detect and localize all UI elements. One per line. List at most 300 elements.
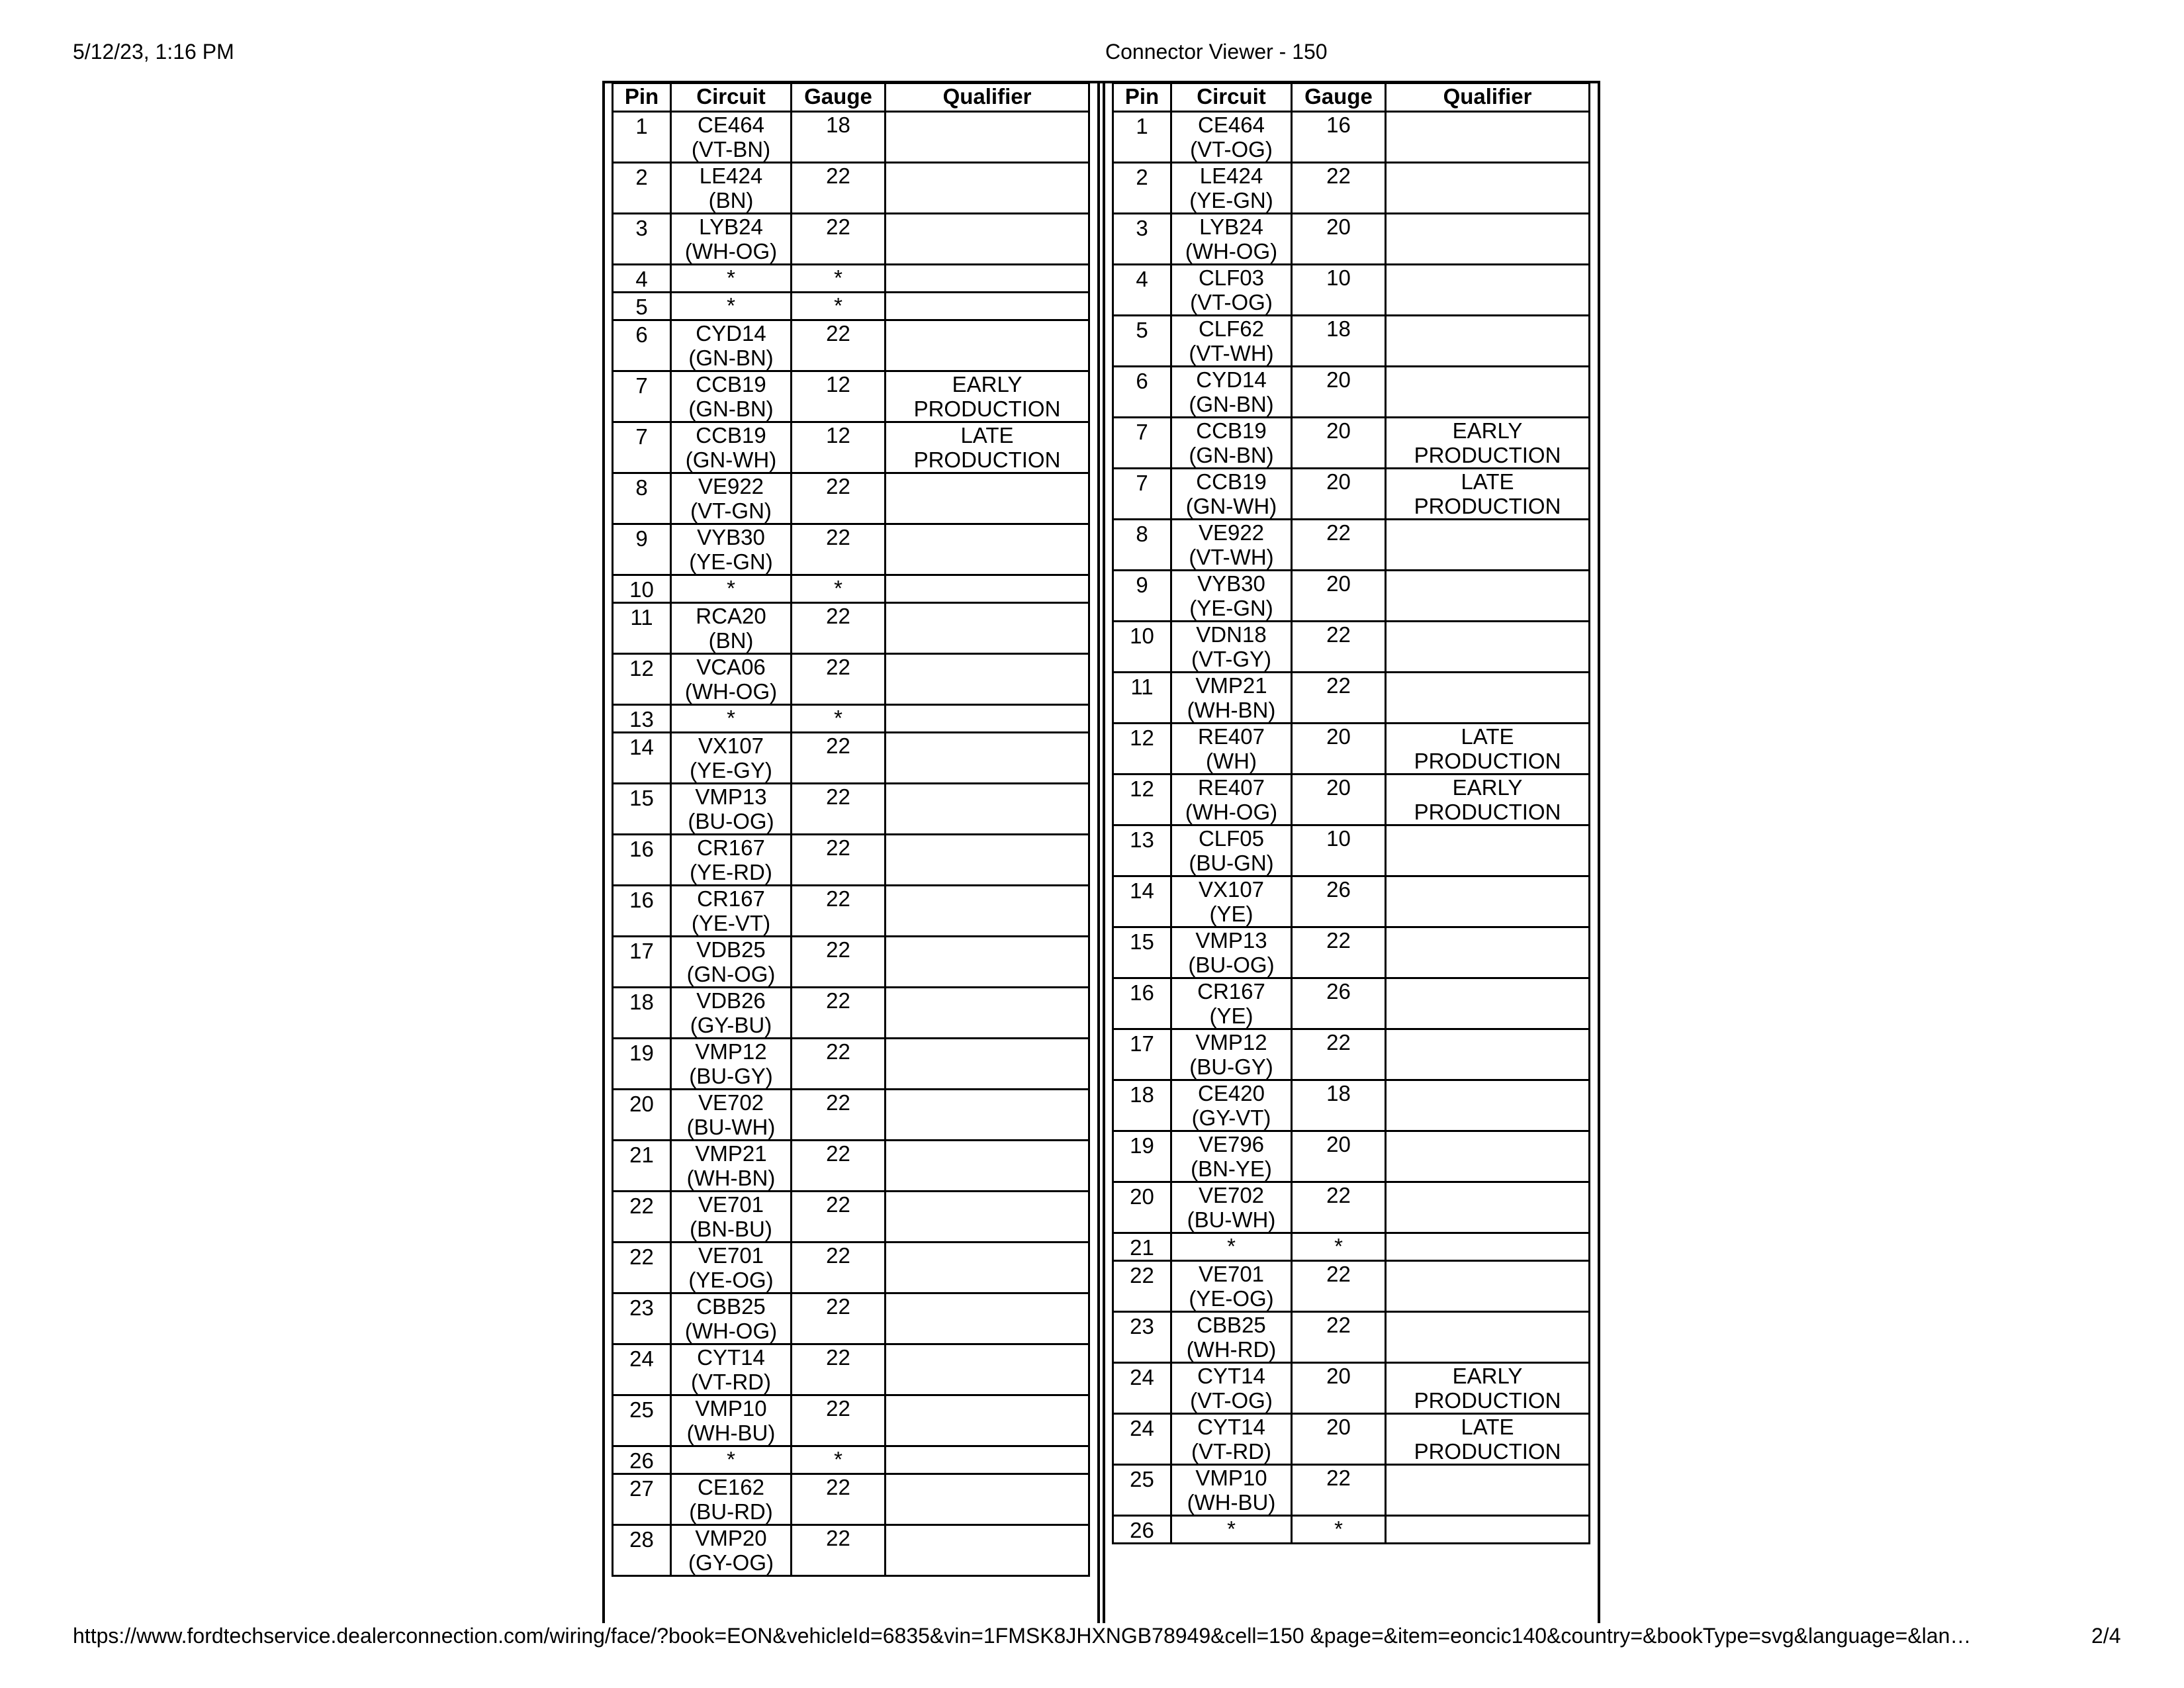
circuit-color-text: (YE-OG) xyxy=(1189,1286,1274,1311)
circuit-cell xyxy=(671,1293,792,1344)
print-datetime: 5/12/23, 1:16 PM xyxy=(73,40,234,64)
table-row xyxy=(613,705,1089,733)
circuit-circuit-text: VDB25 xyxy=(696,937,766,962)
gauge-gauge-text: 20 xyxy=(1326,1364,1351,1388)
circuit-circuit-text: CYT14 xyxy=(1197,1364,1265,1388)
gauge-cell xyxy=(792,524,886,575)
pin-cell xyxy=(613,1039,671,1090)
pin-pin-text: 12 xyxy=(1130,776,1154,801)
gauge-cell xyxy=(792,835,886,886)
qualifier-cell xyxy=(1386,1261,1590,1312)
gauge-gauge-text: 22 xyxy=(826,1475,850,1499)
gauge-cell xyxy=(1292,1131,1386,1182)
table-row xyxy=(1113,673,1590,724)
qualifier-q1-text: LATE xyxy=(960,423,1014,447)
pin-pin-text: 7 xyxy=(635,424,648,449)
table-row xyxy=(613,214,1089,265)
table-row xyxy=(613,835,1089,886)
pin-cell xyxy=(1113,1131,1171,1182)
pin-pin-text: 23 xyxy=(1130,1314,1154,1338)
circuit-cell xyxy=(1171,978,1292,1029)
qualifier-cell xyxy=(886,654,1089,705)
circuit-color-text: (VT-OG) xyxy=(1190,290,1273,314)
circuit-cell xyxy=(1171,1516,1292,1544)
gauge-cell xyxy=(1292,622,1386,673)
gauge-cell xyxy=(1292,1414,1386,1465)
qualifier-cell xyxy=(886,112,1089,163)
circuit-cell xyxy=(671,422,792,473)
table-row xyxy=(1113,163,1590,214)
table-row xyxy=(613,163,1089,214)
circuit-cell xyxy=(1171,1363,1292,1414)
circuit-cell xyxy=(671,265,792,293)
gauge-cell xyxy=(792,112,886,163)
circuit-cell xyxy=(1171,112,1292,163)
gauge-gauge-text: 22 xyxy=(1326,1183,1351,1207)
gauge-cell xyxy=(1292,1516,1386,1544)
qualifier-cell xyxy=(886,214,1089,265)
gauge-cell xyxy=(1292,214,1386,265)
gauge-cell xyxy=(1292,571,1386,622)
pin-pin-text: 3 xyxy=(635,216,648,240)
qualifier-cell xyxy=(886,835,1089,886)
gauge-gauge-text: 22 xyxy=(826,733,850,758)
pin-pin-text: 21 xyxy=(629,1143,654,1167)
circuit-circuit-text: VE922 xyxy=(1198,520,1265,545)
pin-pin-text: 1 xyxy=(635,114,648,138)
gauge-cell xyxy=(792,1243,886,1293)
circuit-cell xyxy=(671,1474,792,1525)
pin-cell xyxy=(613,733,671,784)
pin-cell xyxy=(613,1474,671,1525)
table-row xyxy=(613,265,1089,293)
table-row xyxy=(613,1446,1089,1474)
gauge-gauge-text: 22 xyxy=(826,1294,850,1319)
pin-cell xyxy=(1113,265,1171,316)
circuit-circuit-text: VMP13 xyxy=(1195,928,1267,953)
circuit-cell xyxy=(671,1243,792,1293)
gauge-cell xyxy=(792,575,886,603)
pin-pin-text: 26 xyxy=(1130,1518,1154,1542)
table-header-row xyxy=(1113,83,1590,112)
pin-pin-text: 21 xyxy=(1130,1235,1154,1260)
gauge-gauge-text: 20 xyxy=(1326,1132,1351,1156)
gauge-gauge-text: 22 xyxy=(826,525,850,549)
circuit-cell xyxy=(671,654,792,705)
gauge-gauge-text: 18 xyxy=(826,113,850,137)
table-row xyxy=(1113,1131,1590,1182)
circuit-cell xyxy=(1171,571,1292,622)
gauge-cell xyxy=(1292,265,1386,316)
gauge-cell xyxy=(792,937,886,988)
circuit-circuit-text: VE701 xyxy=(1198,1262,1265,1286)
table-row xyxy=(1113,876,1590,927)
qualifier-cell xyxy=(1386,1414,1590,1465)
gauge-cell xyxy=(792,422,886,473)
qualifier-cell xyxy=(886,473,1089,524)
qualifier-cell xyxy=(886,265,1089,293)
qualifier-cell xyxy=(886,1344,1089,1395)
pin-cell xyxy=(1113,1414,1171,1465)
circuit-circuit-text: CCB19 xyxy=(1196,418,1267,443)
circuit-circuit-text: VMP12 xyxy=(1195,1030,1267,1055)
table-header-row xyxy=(613,83,1089,112)
gauge-gauge-text: * xyxy=(1334,1517,1343,1541)
gauge-cell xyxy=(1292,1182,1386,1233)
gauge-cell xyxy=(792,603,886,654)
qualifier-cell xyxy=(886,784,1089,835)
table-row xyxy=(613,1090,1089,1141)
circuit-circuit-text: CE464 xyxy=(1198,113,1265,137)
circuit-circuit-text: CYD14 xyxy=(696,321,766,346)
gauge-gauge-text: 22 xyxy=(826,1243,850,1268)
circuit-circuit-text: CE464 xyxy=(698,113,764,137)
table-row xyxy=(1113,1233,1590,1261)
circuit-circuit-text: VE701 xyxy=(698,1243,764,1268)
pin-cell xyxy=(613,1395,671,1446)
qualifier-cell xyxy=(886,1243,1089,1293)
gauge-cell xyxy=(1292,469,1386,520)
circuit-circuit-text: VMP10 xyxy=(1195,1466,1267,1490)
circuit-color-text: (YE-GY) xyxy=(690,758,772,782)
gauge-cell xyxy=(792,163,886,214)
pin-pin-text: 23 xyxy=(629,1295,654,1320)
qualifier-q2-text: PRODUCTION xyxy=(913,397,1061,421)
circuit-color-text: (WH-OG) xyxy=(684,679,778,704)
gauge-cell xyxy=(1292,1029,1386,1080)
table-row xyxy=(1113,978,1590,1029)
circuit-circuit-text: RE407 xyxy=(1198,724,1265,749)
pin-cell xyxy=(1113,1080,1171,1131)
pin-pin-text: 14 xyxy=(1130,878,1154,903)
pin-pin-text: 12 xyxy=(1130,726,1154,750)
qualifier-q2-text: PRODUCTION xyxy=(1414,1388,1561,1413)
table-row xyxy=(1113,724,1590,774)
pin-cell xyxy=(613,112,671,163)
gauge-cell xyxy=(792,293,886,320)
gauge-cell xyxy=(1292,418,1386,469)
qualifier-cell xyxy=(1386,978,1590,1029)
circuit-cell xyxy=(671,1141,792,1192)
qualifier-cell xyxy=(1386,1233,1590,1261)
circuit-cell xyxy=(671,293,792,320)
table-row xyxy=(613,1039,1089,1090)
gauge-cell xyxy=(792,705,886,733)
table-row xyxy=(613,937,1089,988)
circuit-circuit-text: VX107 xyxy=(1198,877,1265,902)
circuit-color-text: (GY-OG) xyxy=(688,1550,774,1575)
gauge-cell xyxy=(792,214,886,265)
qualifier-q2-text: PRODUCTION xyxy=(1414,749,1561,773)
circuit-cell xyxy=(671,603,792,654)
table-row xyxy=(613,112,1089,163)
pin-pin-text: 13 xyxy=(629,707,654,731)
circuit-circuit-text: CLF05 xyxy=(1198,826,1265,851)
circuit-color-text: (BN) xyxy=(708,188,754,212)
qualifier-q2-text: PRODUCTION xyxy=(1414,800,1561,824)
qualifier-q2-text: PRODUCTION xyxy=(1414,1439,1561,1464)
qualifier-cell xyxy=(1386,316,1590,367)
table-row xyxy=(613,320,1089,371)
table-row xyxy=(1113,622,1590,673)
circuit-cell xyxy=(1171,1465,1292,1516)
gauge-cell xyxy=(1292,978,1386,1029)
pin-cell xyxy=(613,603,671,654)
table-row xyxy=(1113,825,1590,876)
circuit-cell xyxy=(671,1192,792,1243)
gauge-gauge-text: 22 xyxy=(826,1141,850,1166)
qualifier-cell xyxy=(1386,673,1590,724)
col-header-circuit: Circuit xyxy=(1171,83,1292,112)
table-row xyxy=(1113,1516,1590,1544)
frame-left-border xyxy=(602,81,605,1623)
qualifier-q1-text: EARLY xyxy=(1452,775,1523,800)
circuit-color-text: (VT-WH) xyxy=(1189,341,1274,365)
table-row xyxy=(613,422,1089,473)
col-header-gauge: Gauge xyxy=(1292,83,1386,112)
circuit-color-text: (GN-BN) xyxy=(1189,443,1274,467)
gauge-cell xyxy=(1292,1465,1386,1516)
circuit-cell xyxy=(1171,214,1292,265)
pin-cell xyxy=(613,1243,671,1293)
qualifier-cell xyxy=(886,1039,1089,1090)
gauge-gauge-text: 18 xyxy=(1326,316,1351,341)
table-row xyxy=(1113,316,1590,367)
circuit-circuit-text: LE424 xyxy=(699,164,763,188)
circuit-cell xyxy=(1171,1131,1292,1182)
circuit-color-text: (WH-OG) xyxy=(684,1319,778,1343)
circuit-color-text: (YE-GN) xyxy=(1189,188,1273,212)
gauge-cell xyxy=(1292,927,1386,978)
qualifier-cell xyxy=(886,988,1089,1039)
pin-pin-text: 16 xyxy=(1130,980,1154,1005)
circuit-cell xyxy=(671,1090,792,1141)
table-row xyxy=(1113,214,1590,265)
circuit-color-text: (VT-WH) xyxy=(1189,545,1274,569)
gauge-gauge-text: 20 xyxy=(1326,367,1351,392)
pin-pin-text: 6 xyxy=(1136,369,1148,393)
circuit-cell xyxy=(1171,316,1292,367)
circuit-color-text: (YE-OG) xyxy=(688,1268,774,1292)
gauge-cell xyxy=(1292,163,1386,214)
circuit-cell xyxy=(1171,876,1292,927)
circuit-circuit-text: * xyxy=(1227,1234,1236,1258)
frame-middle-left-border xyxy=(1097,81,1100,1623)
pin-pin-text: 22 xyxy=(629,1244,654,1269)
pin-table-right xyxy=(1112,82,1590,1544)
table-row xyxy=(1113,112,1590,163)
gauge-gauge-text: 10 xyxy=(1326,826,1351,851)
circuit-color-text: (GN-BN) xyxy=(688,397,774,421)
circuit-color-text: (GY-VT) xyxy=(1191,1105,1271,1130)
table-row xyxy=(1113,1465,1590,1516)
table-row xyxy=(613,886,1089,937)
circuit-color-text: (WH-OG) xyxy=(1185,800,1278,824)
gauge-gauge-text: 20 xyxy=(1326,775,1351,800)
pin-pin-text: 6 xyxy=(635,322,648,347)
table-row xyxy=(1113,1414,1590,1465)
table-row xyxy=(613,575,1089,603)
circuit-color-text: (YE-RD) xyxy=(690,860,772,884)
table-row xyxy=(1113,1312,1590,1363)
gauge-gauge-text: * xyxy=(834,576,842,600)
circuit-cell xyxy=(1171,1233,1292,1261)
footer-page-number: 2/4 xyxy=(2091,1624,2121,1648)
pin-pin-text: 22 xyxy=(629,1194,654,1218)
circuit-color-text: (WH-OG) xyxy=(1185,239,1278,263)
circuit-circuit-text: CLF62 xyxy=(1198,316,1265,341)
qualifier-cell xyxy=(1386,1131,1590,1182)
gauge-gauge-text: 22 xyxy=(826,1192,850,1217)
circuit-circuit-text: CYT14 xyxy=(1197,1415,1265,1439)
pin-pin-text: 16 xyxy=(629,888,654,912)
gauge-cell xyxy=(1292,316,1386,367)
circuit-circuit-text: CYT14 xyxy=(697,1345,765,1370)
pin-pin-text: 13 xyxy=(1130,827,1154,852)
pin-cell xyxy=(613,1293,671,1344)
circuit-cell xyxy=(671,784,792,835)
circuit-circuit-text: CE420 xyxy=(1198,1081,1265,1105)
gauge-gauge-text: 22 xyxy=(1326,622,1351,647)
circuit-cell xyxy=(671,988,792,1039)
circuit-circuit-text: VE702 xyxy=(698,1090,764,1115)
gauge-cell xyxy=(792,1141,886,1192)
gauge-gauge-text: * xyxy=(834,265,842,290)
circuit-color-text: (BN-YE) xyxy=(1191,1156,1272,1181)
qualifier-cell xyxy=(1386,1465,1590,1516)
gauge-gauge-text: 20 xyxy=(1326,1415,1351,1439)
pin-cell xyxy=(613,575,671,603)
pin-pin-text: 4 xyxy=(635,267,648,291)
gauge-gauge-text: 12 xyxy=(826,423,850,447)
table-row xyxy=(613,603,1089,654)
col-header-pin: Pin xyxy=(1113,83,1171,112)
pin-cell xyxy=(613,422,671,473)
gauge-gauge-text: 12 xyxy=(826,372,850,397)
circuit-cell xyxy=(1171,622,1292,673)
circuit-color-text: (BU-GN) xyxy=(1189,851,1274,875)
qualifier-q1-text: LATE xyxy=(1461,1415,1514,1439)
pin-pin-text: 18 xyxy=(1130,1082,1154,1107)
circuit-color-text: (YE) xyxy=(1209,1004,1253,1028)
circuit-cell xyxy=(1171,469,1292,520)
qualifier-cell xyxy=(886,1474,1089,1525)
gauge-gauge-text: 20 xyxy=(1326,214,1351,239)
circuit-circuit-text: VMP10 xyxy=(695,1396,767,1421)
gauge-gauge-text: 22 xyxy=(826,474,850,498)
pin-cell xyxy=(613,214,671,265)
frame-middle-right-border xyxy=(1103,81,1105,1623)
gauge-gauge-text: 22 xyxy=(826,164,850,188)
circuit-color-text: (BN-BU) xyxy=(690,1217,772,1241)
pin-cell xyxy=(613,320,671,371)
pin-cell xyxy=(1113,214,1171,265)
circuit-cell xyxy=(1171,1182,1292,1233)
qualifier-cell xyxy=(1386,214,1590,265)
circuit-color-text: (BU-OG) xyxy=(1188,953,1275,977)
circuit-circuit-text: CYD14 xyxy=(1196,367,1267,392)
pin-cell xyxy=(1113,978,1171,1029)
pin-pin-text: 8 xyxy=(1136,522,1148,546)
circuit-cell xyxy=(1171,927,1292,978)
gauge-gauge-text: 22 xyxy=(826,1526,850,1550)
circuit-cell xyxy=(671,371,792,422)
circuit-circuit-text: VE701 xyxy=(698,1192,764,1217)
qualifier-q2-text: PRODUCTION xyxy=(1414,443,1561,467)
table-row xyxy=(1113,927,1590,978)
circuit-circuit-text: * xyxy=(727,293,735,318)
pin-cell xyxy=(1113,418,1171,469)
gauge-cell xyxy=(792,265,886,293)
table-row xyxy=(613,1141,1089,1192)
circuit-cell xyxy=(671,1395,792,1446)
qualifier-cell xyxy=(886,371,1089,422)
pin-pin-text: 22 xyxy=(1130,1263,1154,1288)
qualifier-cell xyxy=(886,422,1089,473)
circuit-cell xyxy=(1171,1414,1292,1465)
circuit-cell xyxy=(1171,724,1292,774)
circuit-circuit-text: VE796 xyxy=(1198,1132,1265,1156)
qualifier-cell xyxy=(886,1090,1089,1141)
pin-pin-text: 20 xyxy=(629,1092,654,1116)
gauge-gauge-text: 22 xyxy=(826,1396,850,1421)
col-header-pin: Pin xyxy=(613,83,671,112)
pin-cell xyxy=(1113,316,1171,367)
circuit-circuit-text: VE922 xyxy=(698,474,764,498)
circuit-circuit-text: VDN18 xyxy=(1196,622,1267,647)
qualifier-cell xyxy=(886,603,1089,654)
table-row xyxy=(1113,774,1590,825)
pin-cell xyxy=(613,473,671,524)
circuit-circuit-text: VMP12 xyxy=(695,1039,767,1064)
qualifier-cell xyxy=(1386,774,1590,825)
pin-cell xyxy=(613,293,671,320)
circuit-circuit-text: * xyxy=(727,265,735,290)
circuit-color-text: (GN-WH) xyxy=(1185,494,1277,518)
gauge-cell xyxy=(792,1293,886,1344)
table-row xyxy=(613,654,1089,705)
table-row xyxy=(613,1192,1089,1243)
frame-right-border xyxy=(1598,81,1600,1623)
circuit-cell xyxy=(1171,774,1292,825)
gauge-gauge-text: 22 xyxy=(826,784,850,809)
gauge-gauge-text: * xyxy=(1334,1234,1343,1258)
table-row xyxy=(1113,418,1590,469)
pin-pin-text: 11 xyxy=(630,605,653,630)
gauge-cell xyxy=(1292,112,1386,163)
circuit-color-text: (VT-GY) xyxy=(1191,647,1271,671)
gauge-cell xyxy=(792,1090,886,1141)
circuit-color-text: (WH) xyxy=(1206,749,1257,773)
pin-pin-text: 24 xyxy=(1130,1365,1154,1389)
circuit-color-text: (VT-BN) xyxy=(691,137,771,162)
gauge-gauge-text: * xyxy=(834,293,842,318)
gauge-gauge-text: 26 xyxy=(1326,979,1351,1004)
pin-cell xyxy=(613,988,671,1039)
table-row xyxy=(1113,1261,1590,1312)
gauge-cell xyxy=(792,784,886,835)
circuit-cell xyxy=(671,320,792,371)
gauge-gauge-text: * xyxy=(834,706,842,730)
pin-cell xyxy=(613,524,671,575)
circuit-color-text: (BN) xyxy=(708,628,754,653)
circuit-circuit-text: LYB24 xyxy=(1199,214,1263,239)
qualifier-cell xyxy=(1386,469,1590,520)
qualifier-cell xyxy=(1386,1312,1590,1363)
pin-pin-text: 10 xyxy=(629,577,654,602)
circuit-cell xyxy=(671,214,792,265)
circuit-color-text: (GN-BN) xyxy=(688,346,774,370)
